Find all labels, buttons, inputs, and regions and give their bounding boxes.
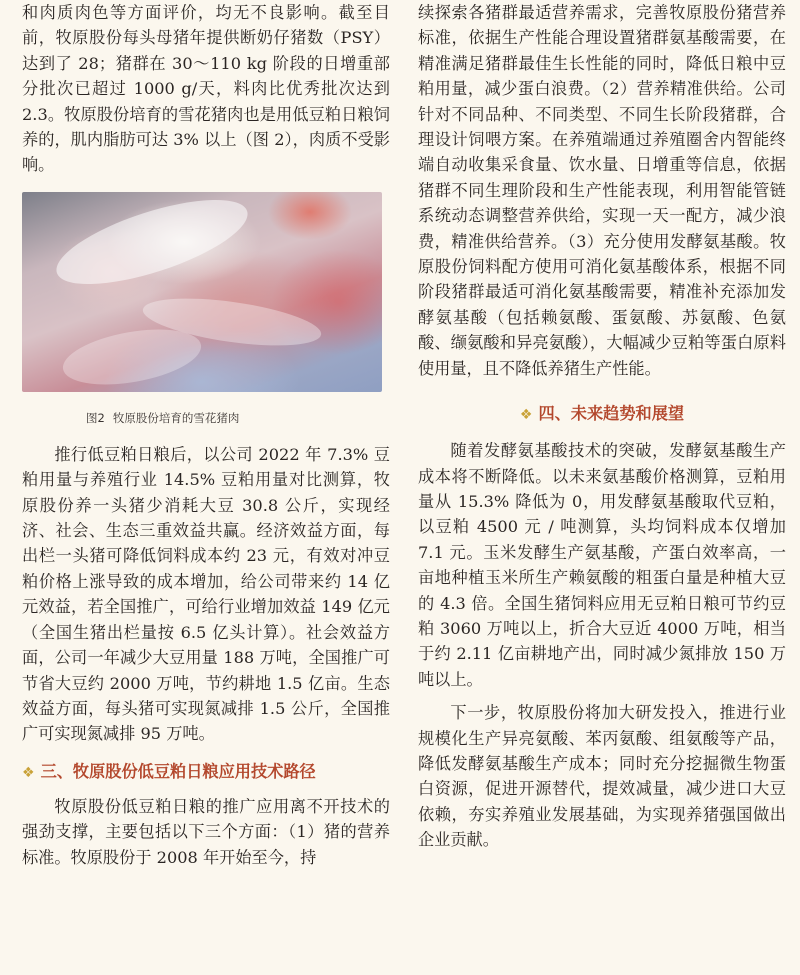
right-column: [418, 0, 786, 853]
paragraph-benefits: 推行低豆粕日粮后，以公司 2022 年 7.3% 豆粕用量与养殖行业 14.5% 豆粕用量对比测算，牧原股份养一头猪少消耗大豆 30.8 公斤，实现经济、社会、生态三重效益共赢。经济效益方面，每出栏一头猪可降低饲料成本约 23 元，有效对冲豆粕价格上涨导致的成本增加，给公司带来约 14 亿元效益，若全国推广，可给行业增加效益 149 亿元（全国生猪出栏量按 6.5 亿头计算）。社会效益方面，公司一年减少大豆用量 188 万吨，全国推广可节省大豆约 2000 万吨，节约耕地 1.5 亿亩。生态效益方面，每头猪可实现氮减排 1.5 公斤，全国推广可实现氮减排 95 万吨。: [22, 444, 390, 744]
paragraph-future-trends: 随着发酵氨基酸技术的突破，发酵氨基酸生产成本将不断降低。以未来氨基酸价格测算，豆粕用量从 15.3% 降低为 0，用发酵氨基酸取代豆粕，以豆粕 4500 元 / 吨测算，头均饲料成本仅增加 7.1 元。玉米发酵生产氨基酸，产蛋白效率高，一亩地种植玉米所生产赖氨酸的粗蛋白量是种植大豆的 4.3 倍。全国生猪饲料应用无豆粕日粮可节约豆粕 3060 万吨以上，折合大豆近 4000 万吨，相当于约 2.11 亿亩耕地产出，同时减少氮排放 150 万吨以上。: [418, 441, 786, 689]
section-heading-3-text: 三、牧原股份低豆粕日粮应用技术路径: [40, 761, 316, 781]
paragraph-next-steps: 下一步，牧原股份将加大研发投入，推进行业规模化生产异亮氨酸、苯丙氨酸、组氨酸等产品，降低发酵氨基酸生产成本；同时充分挖掘微生物蛋白资源，促进开源替代，提效减量，减少进口大豆依赖，夯实养殖业发展基础，为实现养猪强国做出企业贡献。: [418, 703, 786, 850]
section-heading-4: [418, 401, 786, 428]
figure-label: 图2: [86, 410, 105, 425]
figure-caption: [22, 410, 390, 426]
left-column: [22, 0, 390, 870]
diamond-icon: ❖: [22, 764, 35, 781]
figure-image-marbled-pork: [22, 192, 382, 392]
figure-caption-text: 牧原股份培育的雪花猪肉: [112, 410, 240, 425]
paragraph-tech-path: 牧原股份低豆粕日粮的推广应用离不开技术的强劲支撑，主要包括以下三个方面：（1）猪的营养标准。牧原股份于 2008 年开始至今，持: [22, 796, 390, 867]
paragraph-tech-details: 续探索各猪群最适营养需求，完善牧原股份猪营养标准，依据生产性能合理设置猪群氨基酸需要，在精准满足猪群最佳生长性能的同时，降低日粮中豆粕用量，减少蛋白浪费。（2）营养精准供给。公司针对不同品种、不同类型、不同生长阶段猪群，合理设计饲喂方案。在养殖端通过养殖圈舍内智能终端自动收集采食量、饮水量、日增重等信息，依据猪群不同生理阶段和生产性能表现，利用智能管链系统动态调整营养供给，实现一天一配方，减少浪费，精准供给营养。（3）充分使用发酵氨基酸。牧原股份饲料配方使用可消化氨基酸体系，根据不同阶段猪群最适可消化氨基酸需要，精准补充添加发酵氨基酸（包括赖氨酸、蛋氨酸、苏氨酸、色氨酸、缬氨酸和异亮氨酸），大幅减少豆粕等蛋白原料使用量，且不降低养猪生产性能。: [418, 3, 786, 378]
section-heading-3: [22, 759, 390, 786]
paragraph-psy-results: 和肉质肉色等方面评价，均无不良影响。截至目前，牧原股份每头母猪年提供断奶仔猪数（PSY）达到了 28；猪群在 30～110 kg 阶段的日增重部分批次已超过 1000 g/天，料肉比优秀批次达到 2.3。牧原股份培育的雪花猪肉也是用低豆粕日粮饲养的，肌内脂肪可达 3% 以上（图 2），肉质不受影响。: [22, 3, 390, 175]
section-heading-4-text: 四、未来趋势和展望: [538, 404, 685, 424]
diamond-icon: ❖: [519, 407, 533, 424]
